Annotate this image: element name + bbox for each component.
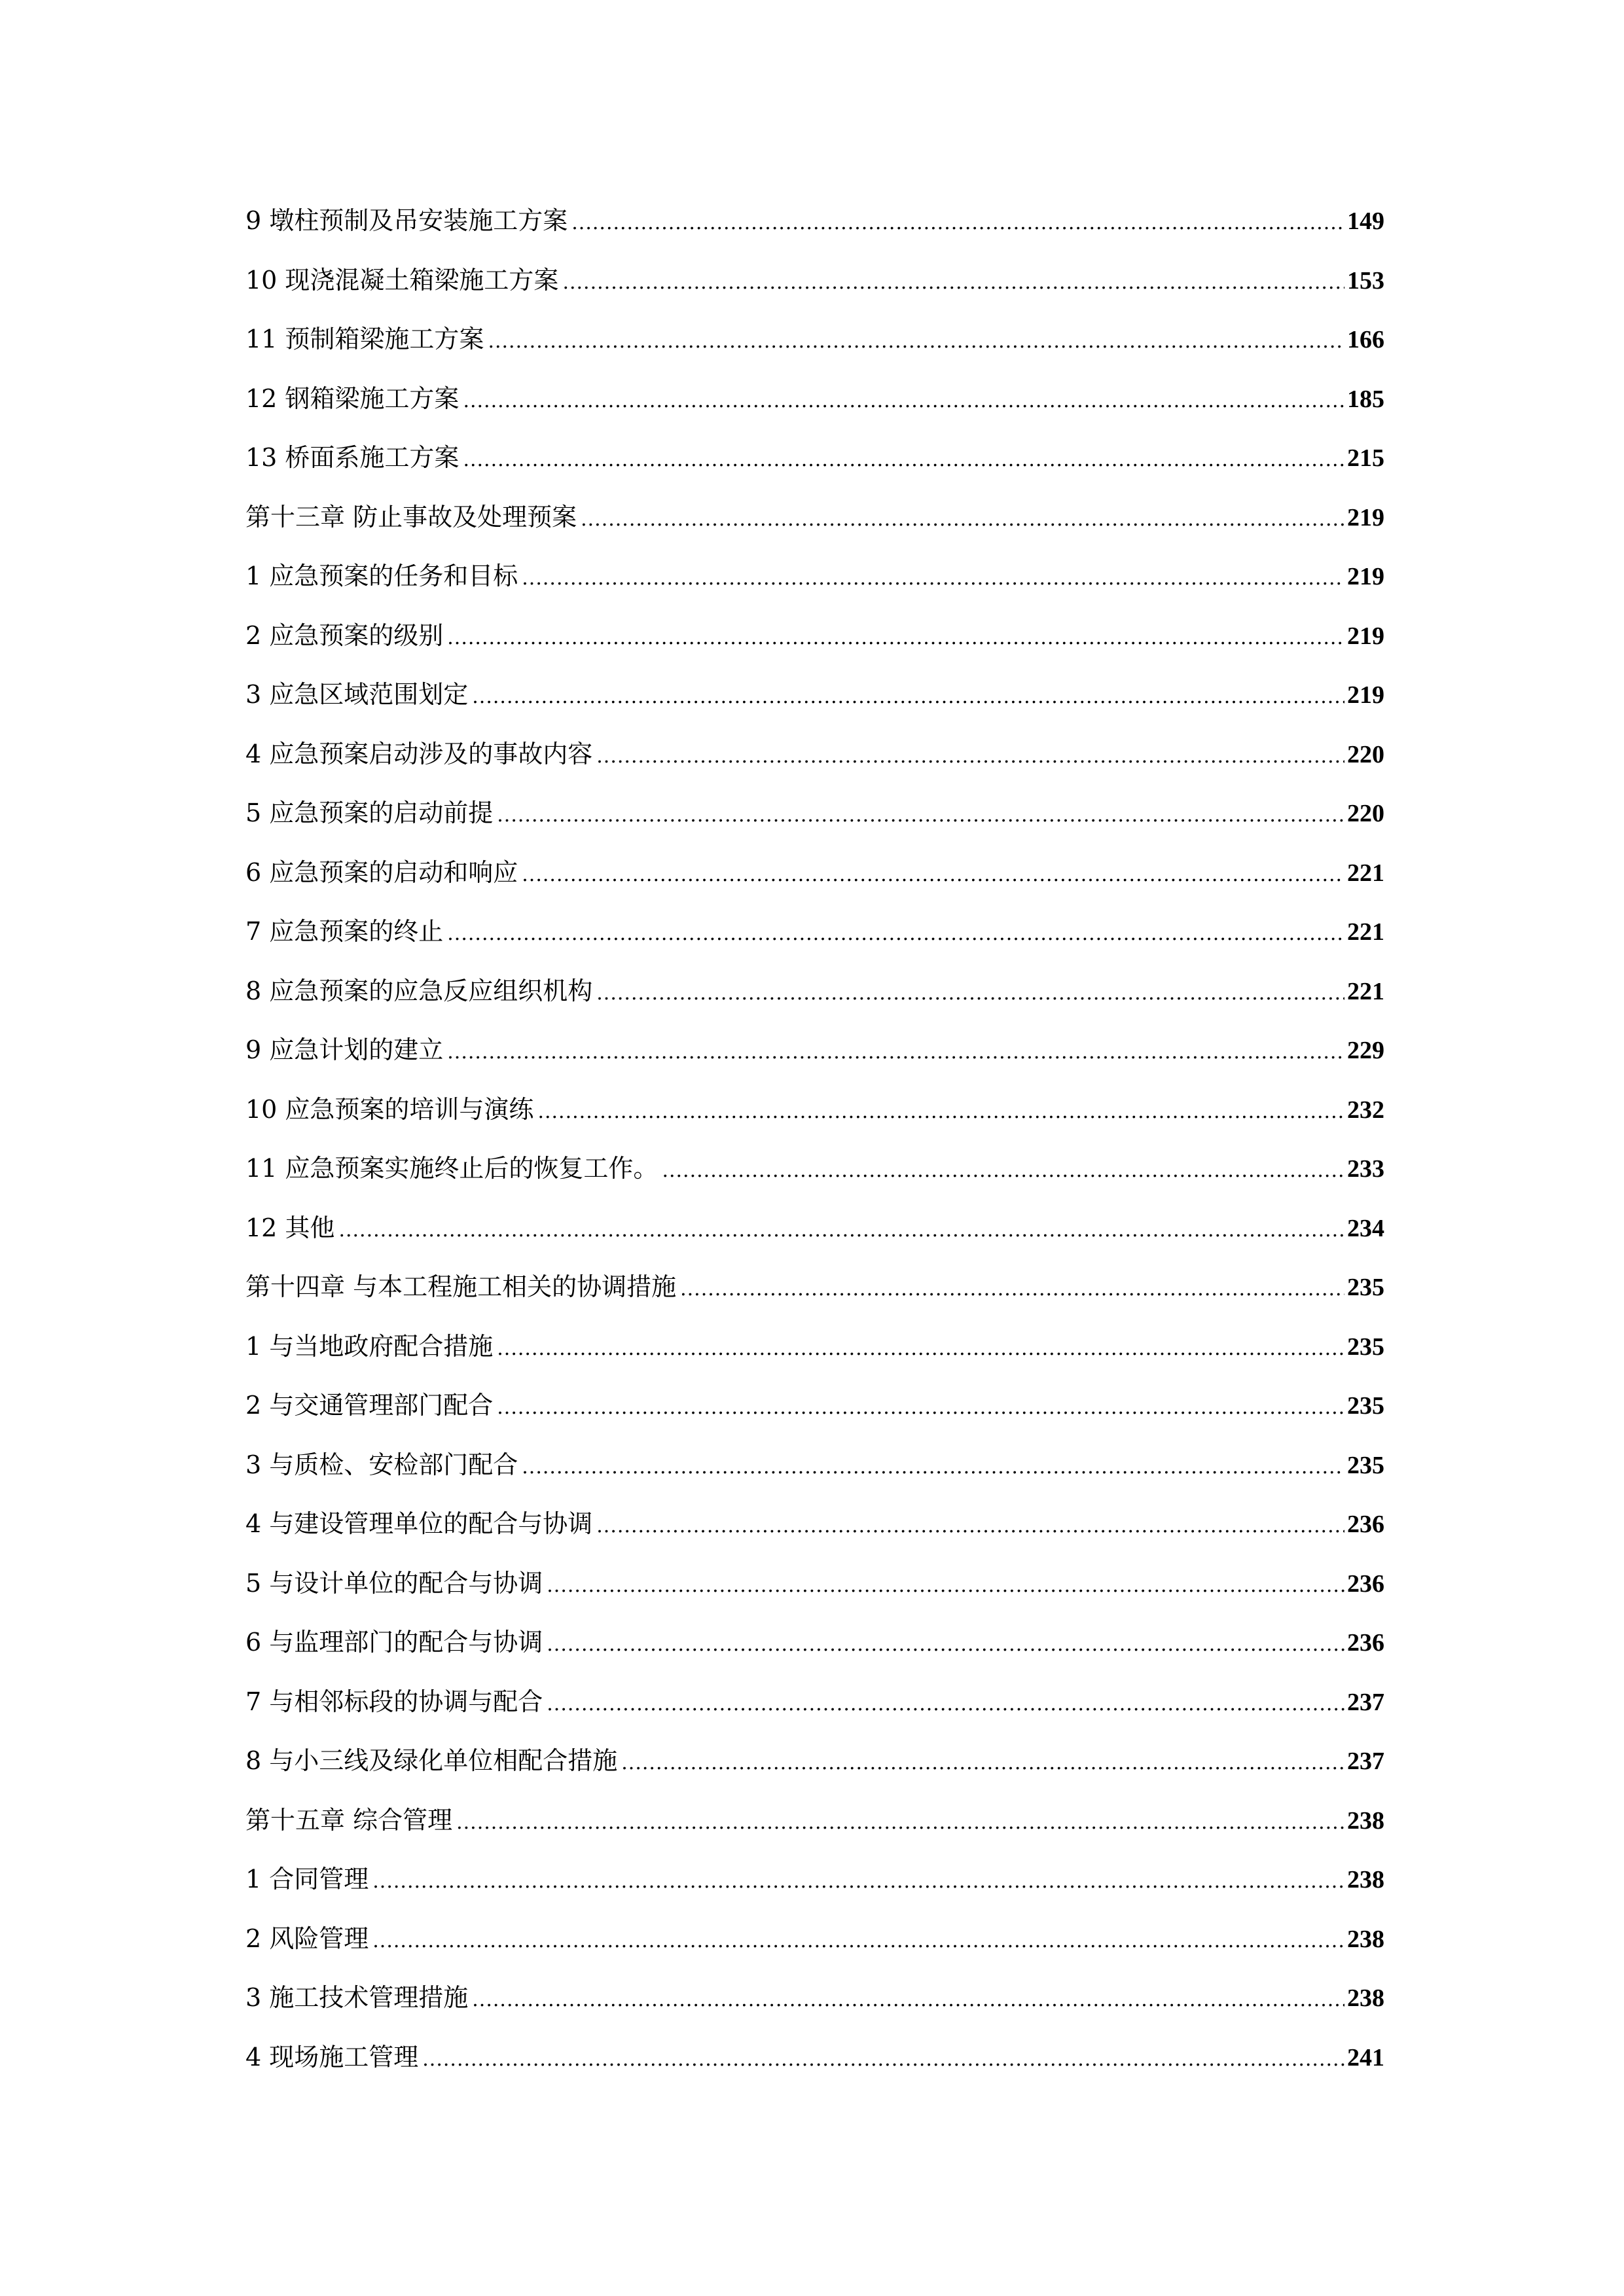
table-of-contents [245,191,1384,2087]
toc-dot-leader [447,1023,1344,1083]
toc-entry-title: 1 应急预案的任务和目标 [245,562,518,590]
toc-dot-leader [447,905,1344,964]
toc-entry-page-number: 219 [1347,563,1384,590]
toc-entry-page-number: 185 [1347,385,1384,413]
toc-entry-title: 8 应急预案的应急反应组织机构 [245,976,593,1005]
toc-entry[interactable] [245,310,1384,369]
toc-dot-leader [497,1319,1344,1379]
toc-entry-page-number: 238 [1347,1984,1384,2012]
toc-entry[interactable] [245,1909,1384,1969]
toc-dot-leader [456,1793,1344,1853]
toc-entry-page-number: 219 [1347,503,1384,531]
toc-entry[interactable] [245,725,1384,784]
toc-dot-leader [472,1971,1344,2030]
toc-entry-title: 2 应急预案的级别 [245,620,444,650]
toc-dot-leader [522,846,1344,905]
toc-entry-title: 7 应急预案的终止 [245,917,444,946]
toc-dot-leader [547,1675,1344,1734]
toc-entry-page-number: 235 [1347,1392,1384,1420]
toc-entry-page-number: 235 [1347,1451,1384,1479]
toc-entry-page-number: 237 [1347,1748,1384,1775]
toc-entry[interactable] [245,1613,1384,1672]
toc-dot-leader [463,431,1344,490]
toc-entry-page-number: 233 [1347,1155,1384,1183]
toc-entry-title: 11 应急预案实施终止后的恢复工作。 [245,1154,659,1183]
toc-entry-page-number: 221 [1347,977,1384,1005]
toc-dot-leader [596,964,1344,1024]
toc-dot-leader [522,549,1344,609]
toc-entry-page-number: 238 [1347,1806,1384,1835]
toc-entry[interactable] [245,665,1384,725]
toc-entry-page-number: 235 [1347,1333,1384,1361]
toc-entry-title: 3 应急区域范围划定 [245,680,469,709]
toc-dot-leader [447,609,1344,668]
toc-dot-leader [547,1556,1344,1616]
toc-entry-page-number: 232 [1347,1096,1384,1124]
toc-dot-leader [680,1260,1344,1319]
toc-entry-page-number: 241 [1347,2043,1384,2072]
toc-dot-leader [463,372,1344,431]
toc-dot-leader [372,1912,1344,1971]
toc-entry[interactable] [245,1554,1384,1613]
toc-entry-page-number: 153 [1347,266,1384,295]
toc-entry-title: 2 与交通管理部门配合 [245,1391,494,1420]
toc-entry[interactable] [245,783,1384,843]
toc-entry-title: 2 风险管理 [245,1924,369,1953]
toc-entry[interactable] [245,1494,1384,1554]
toc-entry-page-number: 221 [1347,859,1384,887]
toc-entry[interactable] [245,1968,1384,2028]
toc-entry-title: 10 应急预案的培训与演练 [245,1094,534,1124]
toc-entry-title: 8 与小三线及绿化单位相配合措施 [245,1746,618,1775]
toc-entry-title: 5 应急预案的启动前提 [245,798,494,827]
toc-entry[interactable] [245,1672,1384,1732]
toc-entry-title: 3 与质检、安检部门配合 [245,1450,518,1479]
toc-entry[interactable] [245,1257,1384,1317]
toc-entry[interactable] [245,191,1384,251]
toc-entry-page-number: 149 [1347,207,1384,235]
toc-entry-title: 1 与当地政府配合措施 [245,1331,494,1361]
toc-entry-page-number: 238 [1347,1866,1384,1893]
toc-entry[interactable] [245,2028,1384,2087]
toc-entry-page-number: 221 [1347,918,1384,946]
toc-dot-leader [581,490,1344,550]
toc-dot-leader [522,1438,1344,1498]
toc-entry[interactable] [245,369,1384,429]
toc-entry-title: 4 与建设管理单位的配合与协调 [245,1509,593,1538]
toc-entry-page-number: 235 [1347,1274,1384,1301]
toc-entry-title: 4 应急预案启动涉及的事故内容 [245,739,593,768]
toc-entry[interactable] [245,1731,1384,1791]
toc-entry-page-number: 215 [1347,444,1384,472]
toc-entry-page-number: 229 [1347,1037,1384,1064]
toc-entry[interactable] [245,1080,1384,1139]
toc-entry[interactable] [245,251,1384,310]
toc-entry-title: 7 与相邻标段的协调与配合 [245,1687,543,1716]
toc-entry-title: 5 与设计单位的配合与协调 [245,1568,543,1598]
toc-entry-title: 6 与监理部门的配合与协调 [245,1628,543,1657]
toc-entry-title: 9 墩柱预制及吊安装施工方案 [245,206,568,235]
toc-entry[interactable] [245,1198,1384,1258]
toc-entry[interactable] [245,1317,1384,1376]
toc-entry-title: 第十三章 防止事故及处理预案 [245,502,577,531]
toc-entry-title: 11 预制箱梁施工方案 [245,325,484,353]
toc-entry-page-number: 220 [1347,740,1384,768]
toc-dot-leader [497,1378,1344,1438]
toc-entry-page-number: 236 [1347,1570,1384,1598]
toc-entry[interactable] [245,961,1384,1021]
toc-dot-leader [497,786,1344,846]
toc-entry-page-number: 238 [1347,1925,1384,1953]
toc-entry[interactable] [245,902,1384,961]
toc-entry-title: 第十五章 综合管理 [245,1805,453,1835]
toc-entry-title: 10 现浇混凝土箱梁施工方案 [245,265,559,295]
toc-entry[interactable] [245,1139,1384,1198]
toc-dot-leader [571,194,1344,253]
toc-entry[interactable] [245,547,1384,606]
toc-entry-title: 12 其他 [245,1213,335,1242]
toc-dot-leader [621,1734,1344,1793]
toc-entry[interactable] [245,843,1384,903]
toc-dot-leader [562,253,1344,313]
toc-entry-page-number: 237 [1347,1688,1384,1716]
toc-dot-leader [422,2030,1344,2090]
toc-entry-page-number: 219 [1347,622,1384,650]
toc-entry[interactable] [245,1376,1384,1435]
toc-dot-leader [488,312,1344,372]
toc-entry-page-number: 220 [1347,800,1384,827]
toc-entry-title: 4 现场施工管理 [245,2042,419,2072]
toc-entry[interactable] [245,488,1384,547]
toc-entry-page-number: 236 [1347,1511,1384,1538]
toc-entry-title: 13 桥面系施工方案 [245,443,460,472]
toc-dot-leader [596,727,1344,787]
toc-entry-title: 12 钢箱梁施工方案 [245,384,460,413]
toc-entry[interactable] [245,606,1384,666]
toc-entry[interactable] [245,428,1384,488]
toc-entry-title: 1 合同管理 [245,1865,369,1893]
toc-entry-title: 第十四章 与本工程施工相关的协调措施 [245,1272,677,1301]
toc-entry[interactable] [245,1850,1384,1909]
toc-dot-leader [537,1083,1344,1142]
toc-entry[interactable] [245,1435,1384,1495]
toc-dot-leader [662,1141,1344,1201]
toc-dot-leader [338,1201,1344,1261]
toc-dot-leader [372,1852,1344,1912]
toc-entry-page-number: 219 [1347,681,1384,709]
toc-dot-leader [547,1615,1344,1675]
toc-dot-leader [596,1497,1344,1556]
toc-entry-page-number: 166 [1347,326,1384,353]
toc-entry[interactable] [245,1020,1384,1080]
toc-entry-page-number: 236 [1347,1629,1384,1657]
toc-entry-page-number: 234 [1347,1214,1384,1242]
toc-entry-title: 3 施工技术管理措施 [245,1983,469,2012]
toc-dot-leader [472,668,1344,727]
toc-entry-title: 9 应急计划的建立 [245,1035,444,1064]
toc-entry-title: 6 应急预案的启动和响应 [245,857,518,887]
toc-entry[interactable] [245,1791,1384,1850]
